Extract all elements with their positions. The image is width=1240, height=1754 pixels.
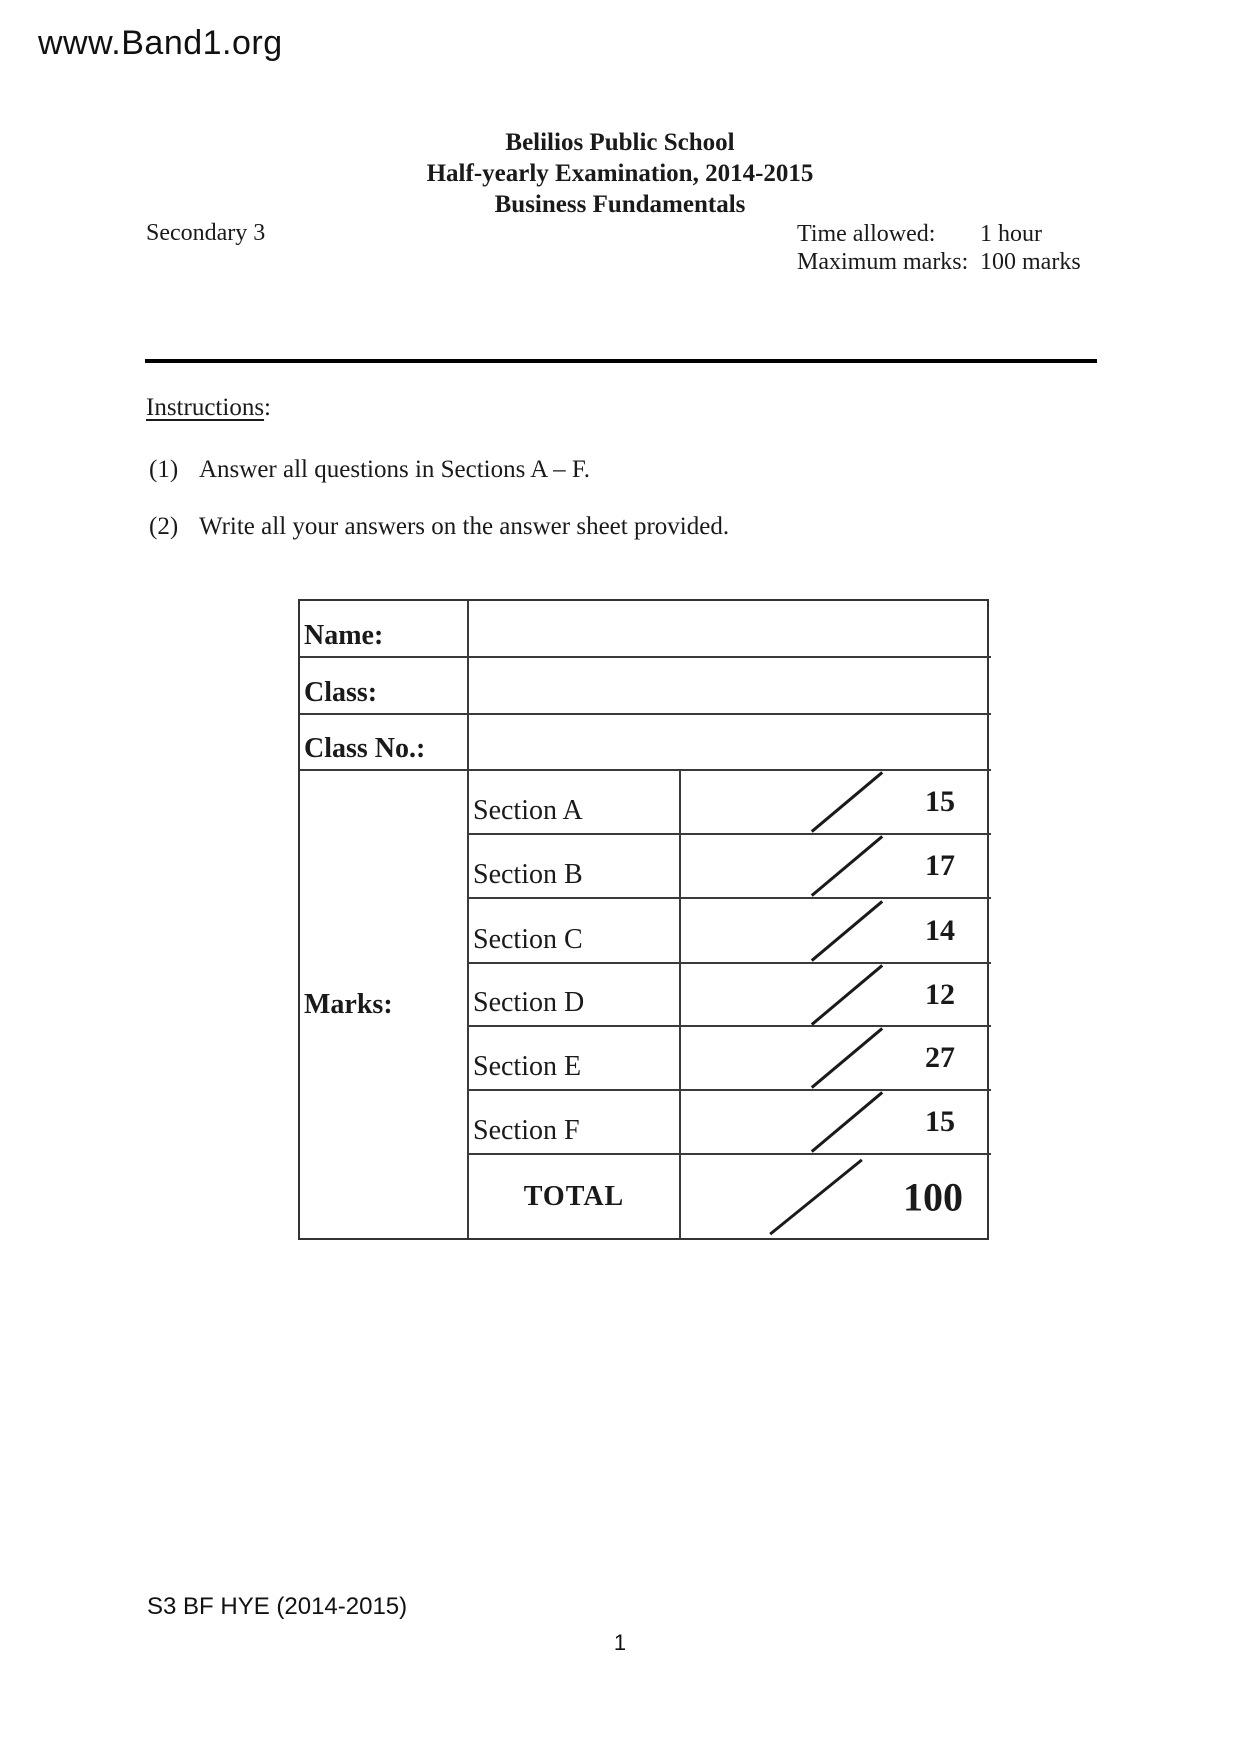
marks-label-cell: Marks:: [300, 771, 469, 1238]
section-e-marks-cell: [681, 1027, 991, 1091]
section-f-marks-cell: [681, 1091, 991, 1155]
name-label-cell: Name:: [300, 601, 469, 658]
diagonal-slash: [811, 964, 883, 1025]
diagonal-slash: [811, 835, 883, 896]
time-allowed-value: 1 hour: [980, 221, 1042, 247]
diagonal-slash: [811, 1027, 883, 1088]
subject-title: Business Fundamentals: [494, 191, 746, 218]
section-d-label: Section D: [469, 964, 681, 1027]
section-b-label: Section B: [469, 835, 681, 899]
class-label-cell: Class:: [300, 658, 469, 715]
title-block: [0, 127, 1240, 220]
time-allowed-label: Time allowed:: [797, 221, 936, 247]
document-code: S3 BF HYE (2014-2015): [147, 1593, 408, 1620]
time-allowed-line: [797, 220, 1127, 248]
section-a-label: Section A: [469, 771, 681, 835]
section-e-marks: 27: [925, 1041, 955, 1074]
class-input-cell[interactable]: [469, 658, 991, 715]
horizontal-rule: [145, 359, 1097, 363]
exam-title: Half-yearly Examination, 2014-2015: [426, 160, 814, 187]
section-f-label: Section F: [469, 1091, 681, 1155]
total-marks: 100: [903, 1174, 963, 1219]
section-a-marks: 15: [925, 785, 955, 818]
instructions-heading-word: Instructions: [146, 394, 265, 421]
student-info-marks-table: [298, 599, 989, 1240]
school-name: Belilios Public School: [505, 129, 735, 156]
class-no-label-cell: Class No.:: [300, 715, 469, 771]
section-b-marks: 17: [925, 849, 955, 882]
instruction-1-number: (1): [149, 456, 179, 483]
section-b-marks-cell: [681, 835, 991, 899]
instructions-heading-colon: :: [264, 394, 271, 421]
instruction-item-1: [149, 456, 590, 484]
name-input-cell[interactable]: [469, 601, 991, 658]
section-d-marks-cell: [681, 964, 991, 1027]
diagonal-slash: [811, 771, 883, 832]
maximum-marks-value: 100 marks: [980, 249, 1081, 275]
diagonal-slash: [811, 1091, 883, 1152]
page-number: 1: [613, 1630, 627, 1655]
maximum-marks-label: Maximum marks:: [797, 249, 969, 275]
section-f-marks: 15: [925, 1105, 955, 1138]
watermark-url: www.Band1.org: [38, 24, 283, 62]
section-c-label: Section C: [469, 899, 681, 964]
total-marks-cell: [681, 1155, 991, 1238]
section-c-marks-cell: [681, 899, 991, 964]
section-e-label: Section E: [469, 1027, 681, 1091]
section-c-marks: 14: [925, 913, 955, 947]
section-d-marks: 12: [925, 977, 955, 1011]
section-a-marks-cell: [681, 771, 991, 835]
diagonal-slash: [769, 1158, 863, 1235]
instruction-2-text: Write all your answers on the answer sheet provided.: [199, 513, 730, 540]
class-no-input-cell[interactable]: [469, 715, 991, 771]
level-label: Secondary 3: [146, 220, 266, 246]
total-label: TOTAL: [469, 1155, 681, 1238]
diagonal-slash: [811, 900, 883, 961]
maximum-marks-line: [797, 248, 1127, 276]
instructions-heading: [146, 394, 271, 422]
time-marks-block: [797, 220, 1127, 276]
instruction-1-text: Answer all questions in Sections A – F.: [199, 456, 591, 483]
instruction-item-2: [149, 513, 729, 541]
instruction-2-number: (2): [149, 513, 179, 540]
